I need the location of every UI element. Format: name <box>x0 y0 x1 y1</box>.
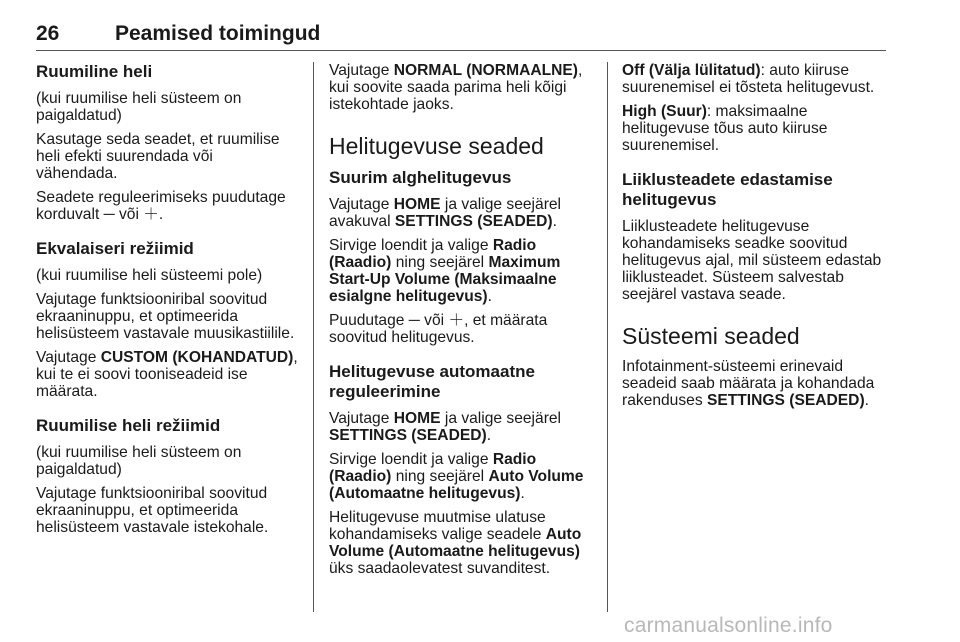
paragraph: Sirvige loendit ja valige Radio (Raadio) ning seejärel Maximum Start-Up Volume (Maksimaalne esialgne helitugevus). <box>329 237 561 305</box>
paragraph: Vajutage HOME ja valige seejärel avakuval SETTINGS (SEADED). <box>329 196 562 230</box>
paragraph: (kui ruumilise heli süsteemi pole) <box>36 267 263 284</box>
paragraph: High (Suur): maksimaalne helitugevuse tõus auto kiiruse suurenemisel. <box>622 103 828 154</box>
page-number: 26 <box>36 22 60 45</box>
heading-surround-sound: Ruumiline heli <box>36 62 153 81</box>
column-1 <box>36 62 298 543</box>
heading-volume-settings: Helitugevuse seaded <box>329 133 544 159</box>
watermark: carmanualsonline.info <box>624 614 833 637</box>
paragraph: Puudutage ─ või ＋, et määrata soovitud helitugevus. <box>329 312 548 346</box>
paragraph: Vajutage NORMAL (NORMAALNE), kui soovite saada parima heli kõigi istekohtade jaoks. <box>329 62 583 113</box>
paragraph: (kui ruumilise heli süsteem on paigaldatud) <box>36 444 242 478</box>
heading-equalizer-modes: Ekvalaiseri režiimid <box>36 239 194 258</box>
heading-traffic-volume: Liiklusteadete edastamise helitugevus <box>622 170 833 209</box>
paragraph: Vajutage funktsiooniribal soovitud ekraaninuppu, et optimeerida helisüsteem vastavale muusikastiilile. <box>36 291 295 342</box>
plus-icon: ＋ <box>143 206 159 223</box>
column-3 <box>622 62 890 416</box>
paragraph: Off (Välja lülitatud): auto kiiruse suurenemisel ei tõsteta helitugevust. <box>622 62 875 96</box>
paragraph: Helitugevuse muutmise ulatuse kohandamiseks valige seadele Auto Volume (Automaatne helitugevus) üks saadaolevatest suvanditest. <box>329 509 582 577</box>
paragraph: Liiklusteadete helitugevuse kohandamiseks seadke soovitud helitugevus ajal, mil süsteem edastab liiklusteadet. Süsteem salvestab seejärel vastava seade. <box>622 218 882 303</box>
heading-max-startup-volume: Suurim alghelitugevus <box>329 168 512 187</box>
minus-icon: ─ <box>408 312 420 329</box>
heading-system-settings: Süsteemi seaded <box>622 323 800 349</box>
paragraph: Vajutage funktsiooniribal soovitud ekraaninuppu, et optimeerida helisüsteem vastavale istekohale. <box>36 485 269 536</box>
paragraph: Vajutage CUSTOM (KOHANDATUD), kui te ei soovi tooniseadeid ise määrata. <box>36 349 298 400</box>
paragraph: Sirvige loendit ja valige Radio (Raadio) ning seejärel Auto Volume (Automaatne helitugevus). <box>329 451 584 502</box>
paragraph: (kui ruumilise heli süsteem on paigaldatud) <box>36 90 242 124</box>
page-header <box>36 22 886 50</box>
heading-auto-volume: Helitugevuse automaatne reguleerimine <box>329 362 535 401</box>
paragraph: Seadete reguleerimiseks puudutage korduvalt ─ või ＋. <box>36 189 286 223</box>
chapter-title: Peamised toimingud <box>115 22 321 45</box>
heading-surround-modes: Ruumilise heli režiimid <box>36 416 221 435</box>
column-2 <box>329 62 591 584</box>
plus-icon: ＋ <box>448 312 465 329</box>
column-divider-1 <box>313 62 314 612</box>
paragraph: Kasutage seda seadet, et ruumilise heli efekti suurendada või vähendada. <box>36 131 280 182</box>
column-divider-2 <box>607 62 608 612</box>
header-divider <box>36 50 886 51</box>
paragraph: Vajutage HOME ja valige seejärel SETTINGS (SEADED). <box>329 410 562 444</box>
paragraph: Infotainment-süsteemi erinevaid seadeid saab määrata ja kohandada rakenduses SETTINGS (SEADED). <box>622 358 875 409</box>
minus-icon: ─ <box>103 206 115 223</box>
